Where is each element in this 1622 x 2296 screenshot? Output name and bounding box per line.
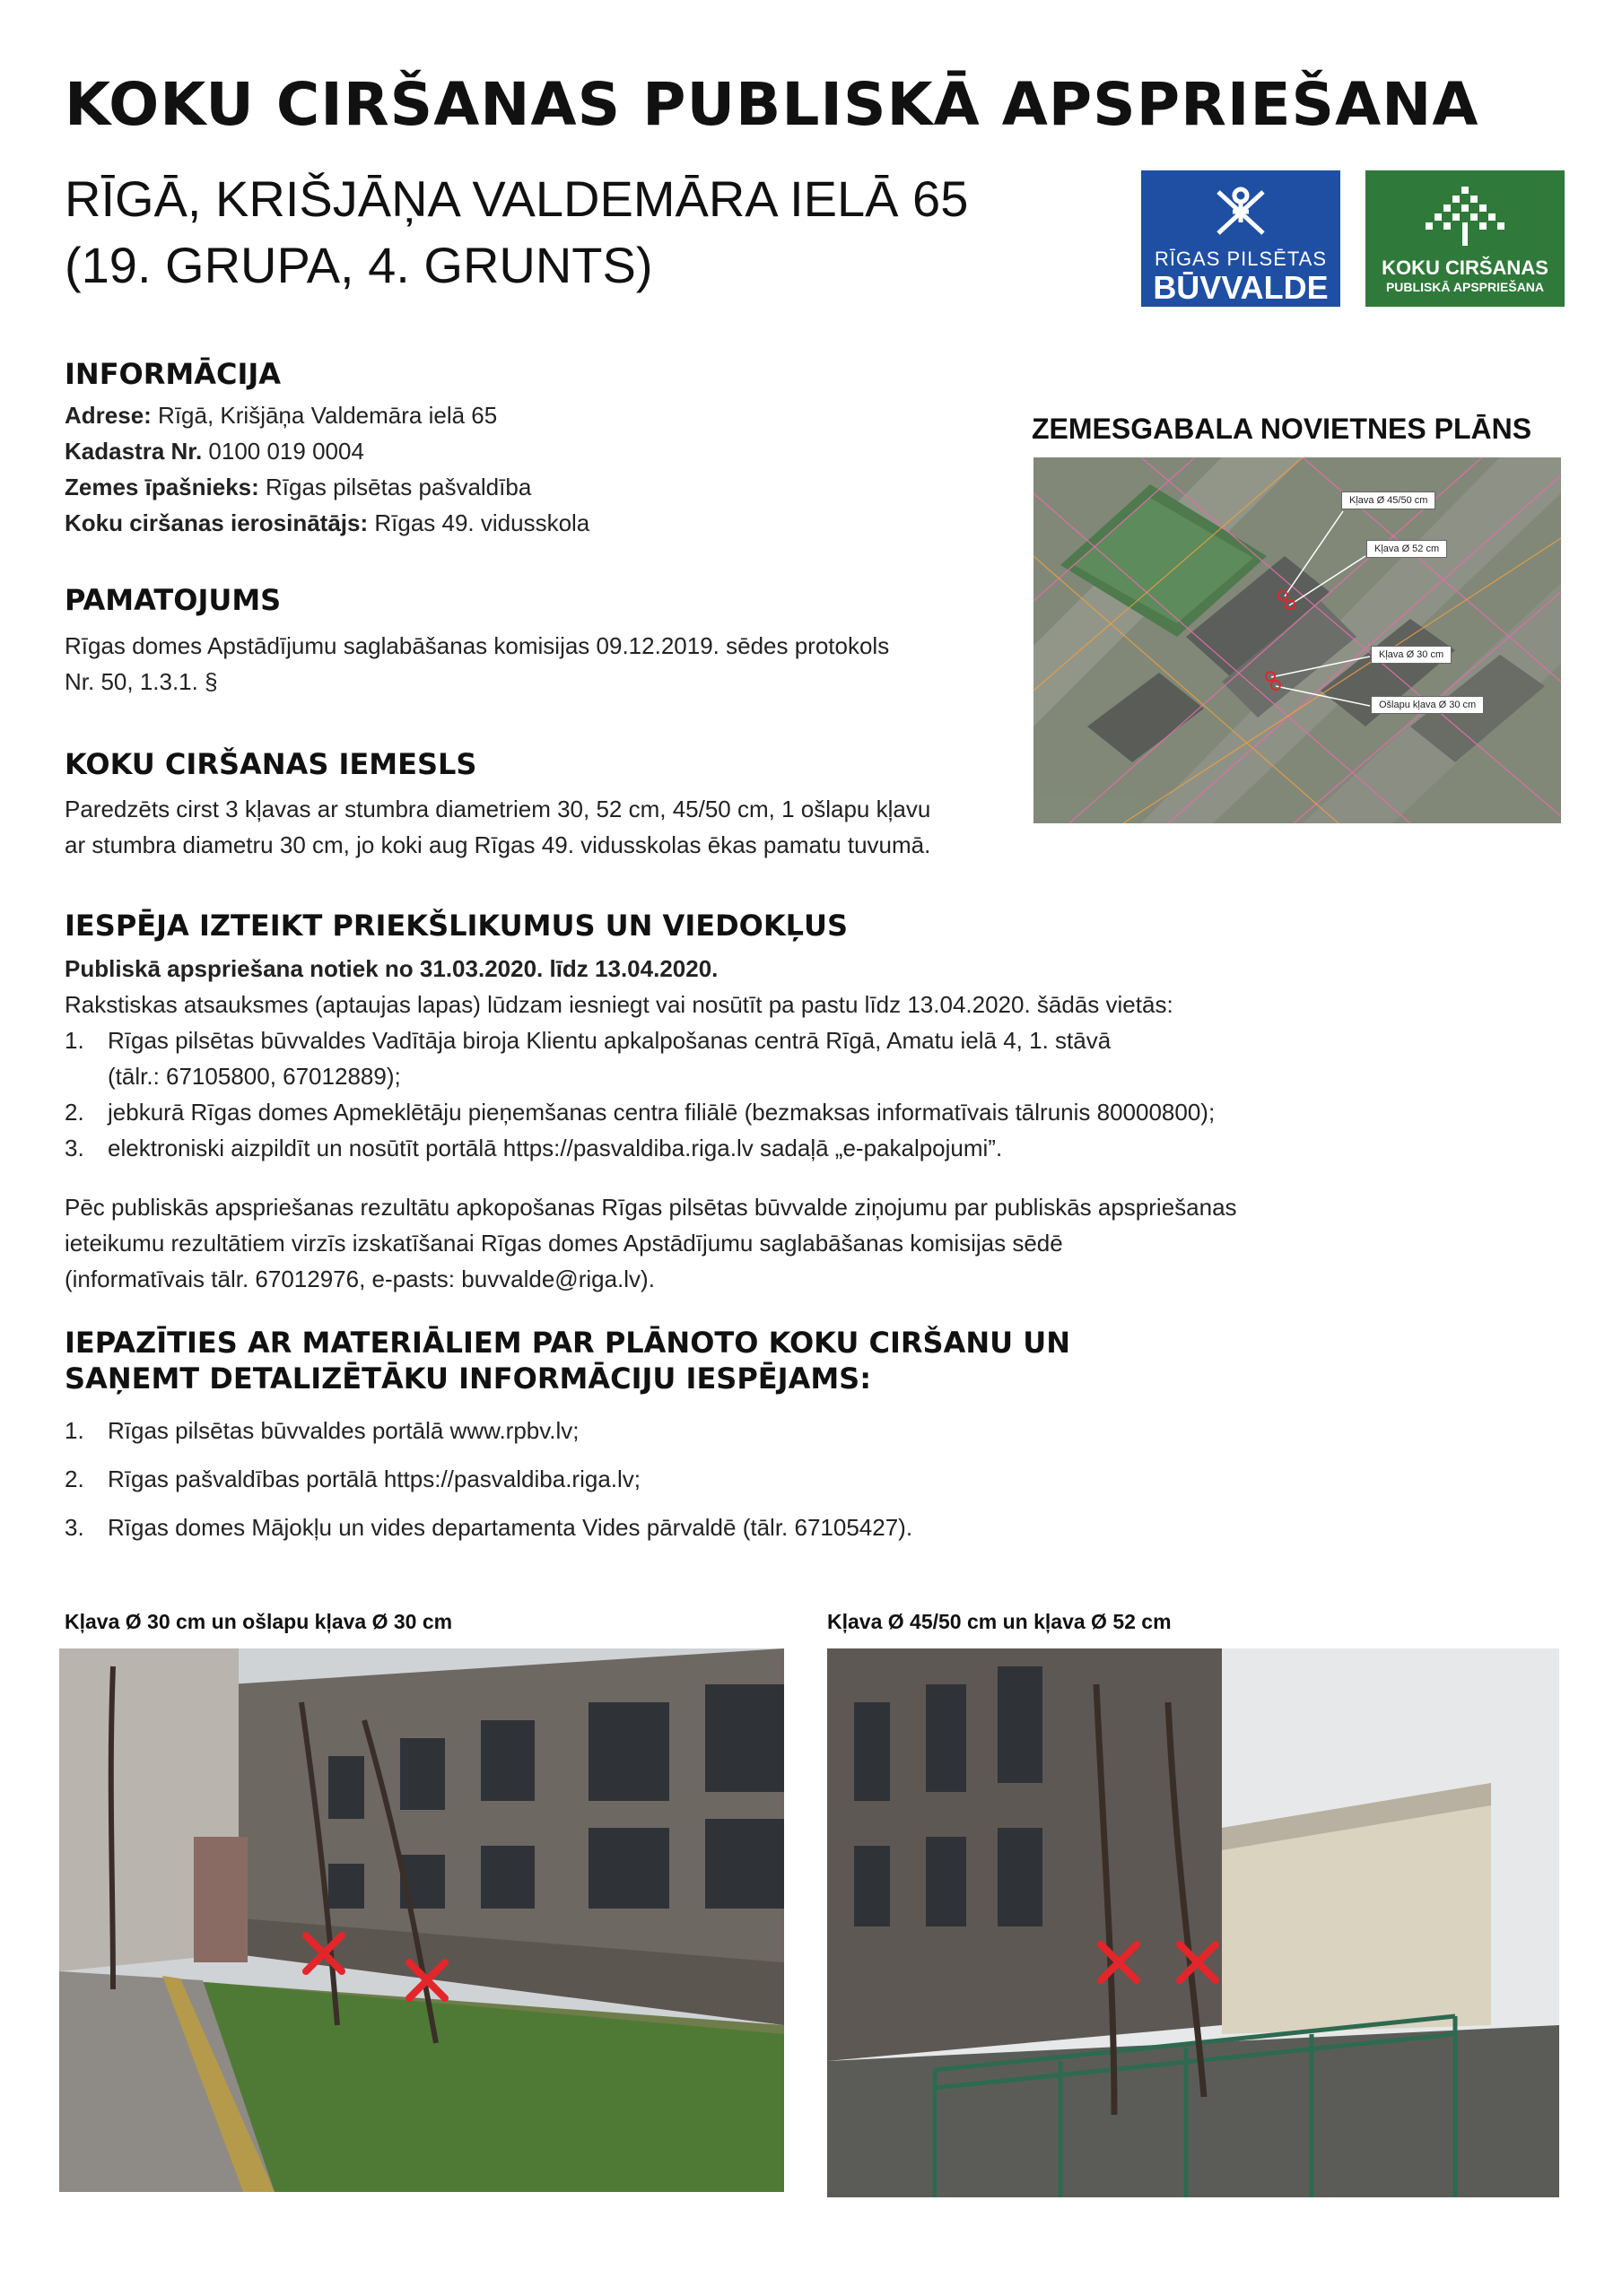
- cirsanas-logo-line1: KOKU CIRŠANAS: [1382, 257, 1548, 279]
- map-label-1: Kļava Ø 45/50 cm: [1341, 491, 1435, 509]
- koku-cirsanas-logo: [1365, 170, 1565, 307]
- left-photo: [59, 1648, 784, 2192]
- cirsanas-logo-line2: PUBLISKĀ APSPRIEŠANA: [1385, 280, 1545, 294]
- map-label-4: Ošlapu kļava Ø 30 cm: [1371, 696, 1484, 714]
- tree-icon: [1422, 185, 1508, 248]
- subtitle-group: (19. GRUPA, 4. GRUNTS): [65, 237, 653, 293]
- buvvalde-logo-line1: RĪGAS PILSĒTAS: [1154, 248, 1328, 270]
- right-photo-scene: [827, 1648, 1559, 2197]
- opinions-text: Publiskā apspriešana notiek no 31.03.2020. līdz 13.04.2020. Rakstiskas atsauksmes (aptaujas lapas) lūdzam iesniegt vai nosūtīt pa pastu līdz 13.04.2020. šādās vietās: 1. Rīgas pilsētas būvvaldes Vadītāja biroja Klientu apkalpošanas centrā Rīgā, Amatu ielā 4, 1. stāvā (tālr.: 67105800, 67012889); 2. jebkurā Rīgas domes Apmeklētāju pieņemšanas centra filiālē (bezmaksas informatīvais tālrunis 80000800); 3. elektroniski aizpildīt un nosūtīt portālā https://pasvaldiba.riga.lv sadaļā „e-pakalpojumi”. Pēc publiskās apspriešanas rezultātu apkopošanas Rīgas pilsētas būvvalde ziņojumu par publiskās apspriešanas ieteikumu rezultātiem virzīs izskatīšanai Rīgas domes Apstādījumu saglabāšanas komisijas sēdē (informatīvais tālr. 67012976, e-pasts: buvvalde@riga.lv).: [65, 951, 1410, 1297]
- justification-heading: PAMATOJUMS: [65, 583, 282, 617]
- left-photo-caption: Kļava Ø 30 cm un ošlapu kļava Ø 30 cm: [65, 1610, 453, 1633]
- page-subtitle: [65, 166, 968, 299]
- riga-keys-icon: [1209, 185, 1272, 240]
- info-heading: INFORMĀCIJA: [65, 357, 282, 391]
- page-title: KOKU CIRŠANAS PUBLISKĀ APSPRIEŠANA: [65, 70, 1479, 139]
- map-label-2: Kļava Ø 52 cm: [1366, 540, 1447, 558]
- justification-text: Rīgas domes Apstādījumu saglabāšanas komisijas 09.12.2019. sēdes protokols Nr. 50, 1.3.1. §: [65, 632, 890, 695]
- info-owner: Zemes īpašnieks: Rīgas pilsētas pašvaldība: [65, 474, 532, 500]
- list-item: 1. Rīgas pilsētas būvvaldes Vadītāja biroja Klientu apkalpošanas centrā Rīgā, Amatu ielā 4, 1. stāvā (tālr.: 67105800, 67012889);: [65, 1027, 1112, 1090]
- map-label-3: Kļava Ø 30 cm: [1371, 646, 1452, 664]
- info-cadastre: Kadastra Nr. 0100 019 0004: [65, 438, 364, 465]
- site-plan-map: [1033, 457, 1561, 823]
- right-photo-caption: Kļava Ø 45/50 cm un kļava Ø 52 cm: [827, 1610, 1172, 1633]
- opinions-list: [65, 1022, 1410, 1166]
- plan-heading: ZEMESGABALA NOVIETNES PLĀNS: [1032, 413, 1532, 445]
- opinions-intro: Rakstiskas atsauksmes (aptaujas lapas) lūdzam iesniegt vai nosūtīt pa pastu līdz 13.04.2020. šādās vietās:: [65, 991, 1173, 1018]
- opinions-heading: IESPĒJA IZTEIKT PRIEKŠLIKUMUS UN VIEDOKĻUS: [65, 909, 849, 943]
- reason-text: Paredzēts cirst 3 kļavas ar stumbra diametriem 30, 52 cm, 45/50 cm, 1 ošlapu kļavu ar stumbra diametru 30 cm, jo koki aug Rīgas 49. vidusskolas ēkas pamatu tuvumā.: [65, 796, 931, 858]
- list-item: 1. Rīgas pilsētas būvvaldes portālā www.rpbv.lv;: [65, 1417, 580, 1444]
- opinions-period: Publiskā apspriešana notiek no 31.03.2020. līdz 13.04.2020.: [65, 955, 719, 982]
- left-photo-scene: [59, 1648, 784, 2192]
- reason-heading: KOKU CIRŠANAS IEMESLS: [65, 747, 477, 781]
- list-item: 3. elektroniski aizpildīt un nosūtīt portālā https://pasvaldiba.riga.lv sadaļā „e-pakalpojumi”.: [65, 1135, 1003, 1161]
- info-address: Adrese: Rīgā, Krišjāņa Valdemāra ielā 65: [65, 402, 498, 429]
- list-item: 3. Rīgas domes Mājokļu un vides departamenta Vides pārvaldē (tālr. 67105427).: [65, 1514, 913, 1541]
- buvvalde-logo-line2: BŪVVALDE: [1153, 269, 1329, 306]
- materials-heading: IEPAZĪTIES AR MATERIĀLIEM PAR PLĀNOTO KOKU CIRŠANU UN SAŅEMT DETALIZĒTĀKU INFORMĀCIJU IESPĒJAMS:: [65, 1326, 1071, 1396]
- list-item: 2. jebkurā Rīgas domes Apmeklētāju pieņemšanas centra filiālē (bezmaksas informatīvais tālrunis 80000800);: [65, 1099, 1216, 1126]
- site-plan-aerial: [1033, 457, 1561, 823]
- list-item: 2. Rīgas pašvaldības portālā https://pasvaldiba.riga.lv;: [65, 1465, 641, 1492]
- buvvalde-logo: [1141, 170, 1340, 307]
- info-initiator: Koku ciršanas ierosinātājs: Rīgas 49. vidusskola: [65, 509, 590, 536]
- subtitle-address: RĪGĀ, KRIŠJĀŅA VALDEMĀRA IELĀ 65: [65, 170, 969, 227]
- right-photo: [827, 1648, 1559, 2197]
- info-block: [65, 397, 589, 541]
- materials-list: [65, 1406, 912, 1552]
